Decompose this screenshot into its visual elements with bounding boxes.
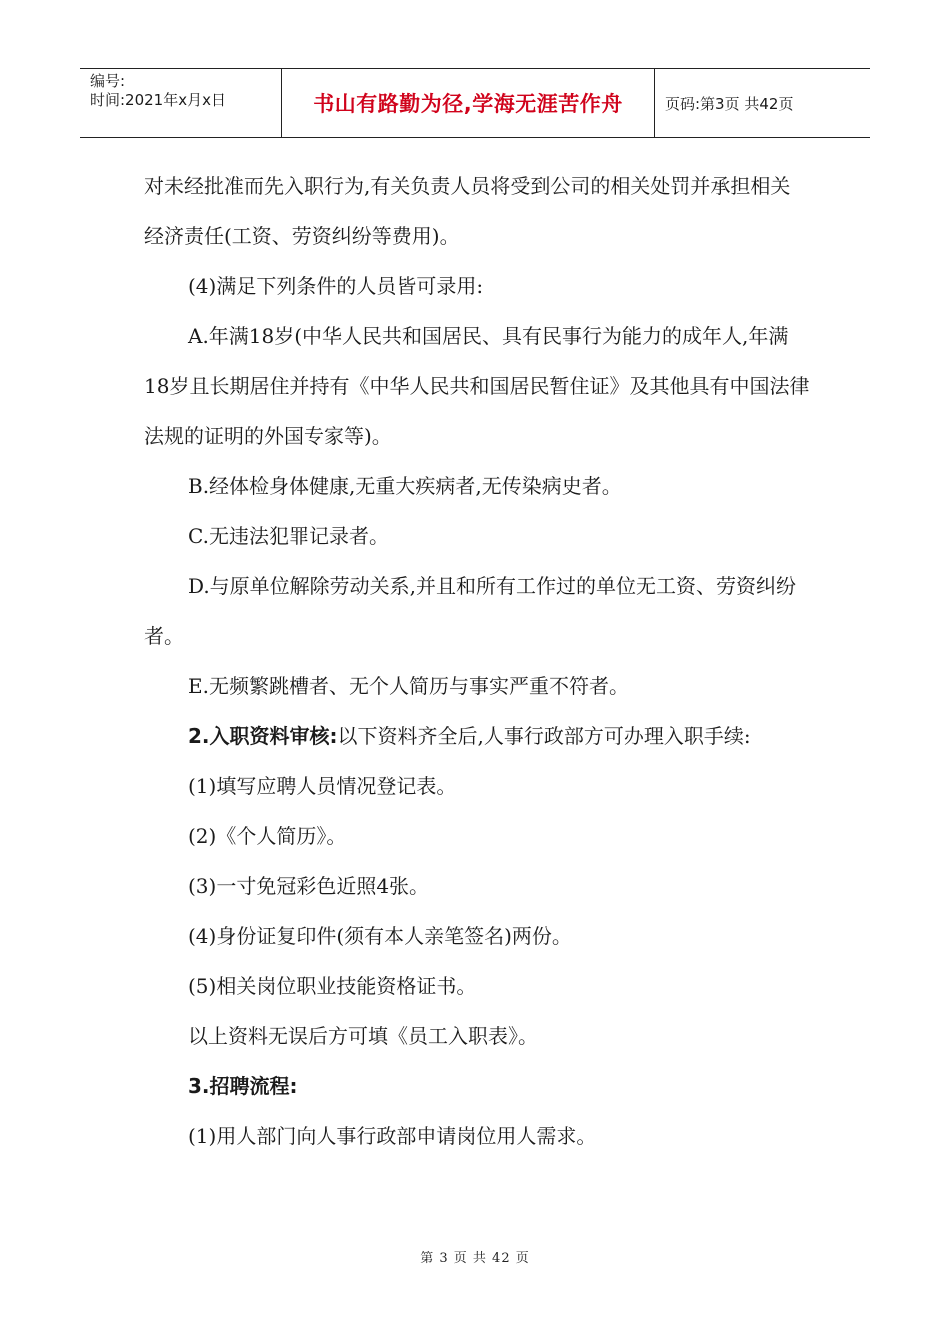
- paragraph-item: (4)身份证复印件(须有本人亲笔签名)两份。: [188, 924, 572, 948]
- paragraph-continuation: 对未经批准而先入职行为,有关负责人员将受到公司的相关处罚并承担相关经济责任(工资、劳资纠纷等费用)。: [144, 174, 791, 248]
- section-heading: 2.入职资料审核:: [188, 724, 338, 748]
- document-number-label: 编号:: [90, 72, 126, 90]
- page-footer: 第 3 页 共 42 页: [420, 1251, 530, 1266]
- paragraph-item: (5)相关岗位职业技能资格证书。: [188, 974, 477, 998]
- paragraph-item: (2)《个人简历》。: [188, 824, 347, 848]
- section-heading-text: 以下资料齐全后,人事行政部方可办理入职手续:: [337, 724, 751, 748]
- paragraph-item: A.年满18岁(中华人民共和国居民、具有民事行为能力的成年人,年满18岁且长期居住并持有《中华人民共和国居民暂住证》及其他具有中国法律法规的证明的外国专家等)。: [144, 324, 810, 448]
- paragraph-item: (1)填写应聘人员情况登记表。: [188, 774, 457, 798]
- paragraph-item: 以上资料无误后方可填《员工入职表》。: [188, 1024, 538, 1048]
- paragraph-item: (3)一寸免冠彩色近照4张。: [188, 874, 430, 898]
- section-heading-paragraph: [144, 1061, 810, 1111]
- document-time-label: 时间:2021年x月x日: [90, 91, 226, 109]
- document-body: [144, 161, 810, 1161]
- paragraph-item: C.无违法犯罪记录者。: [188, 524, 389, 548]
- paragraph-item: (1)用人部门向人事行政部申请岗位用人需求。: [188, 1124, 597, 1148]
- header-slogan: 书山有路勤为径,学海无涯苦作舟: [282, 69, 655, 137]
- paragraph-item: (4)满足下列条件的人员皆可录用:: [188, 274, 484, 298]
- paragraph-item: D.与原单位解除劳动关系,并且和所有工作过的单位无工资、劳资纠纷者。: [144, 574, 797, 648]
- paragraph-item: B.经体检身体健康,无重大疾病者,无传染病史者。: [188, 474, 622, 498]
- header-meta: [80, 69, 282, 137]
- section-heading: 3.招聘流程:: [188, 1074, 298, 1098]
- header-page-label: 页码:第3页 共42页: [665, 94, 794, 113]
- section-heading-paragraph: [144, 711, 810, 761]
- page-header: [80, 68, 870, 138]
- paragraph-item: E.无频繁跳槽者、无个人简历与事实严重不符者。: [188, 674, 629, 698]
